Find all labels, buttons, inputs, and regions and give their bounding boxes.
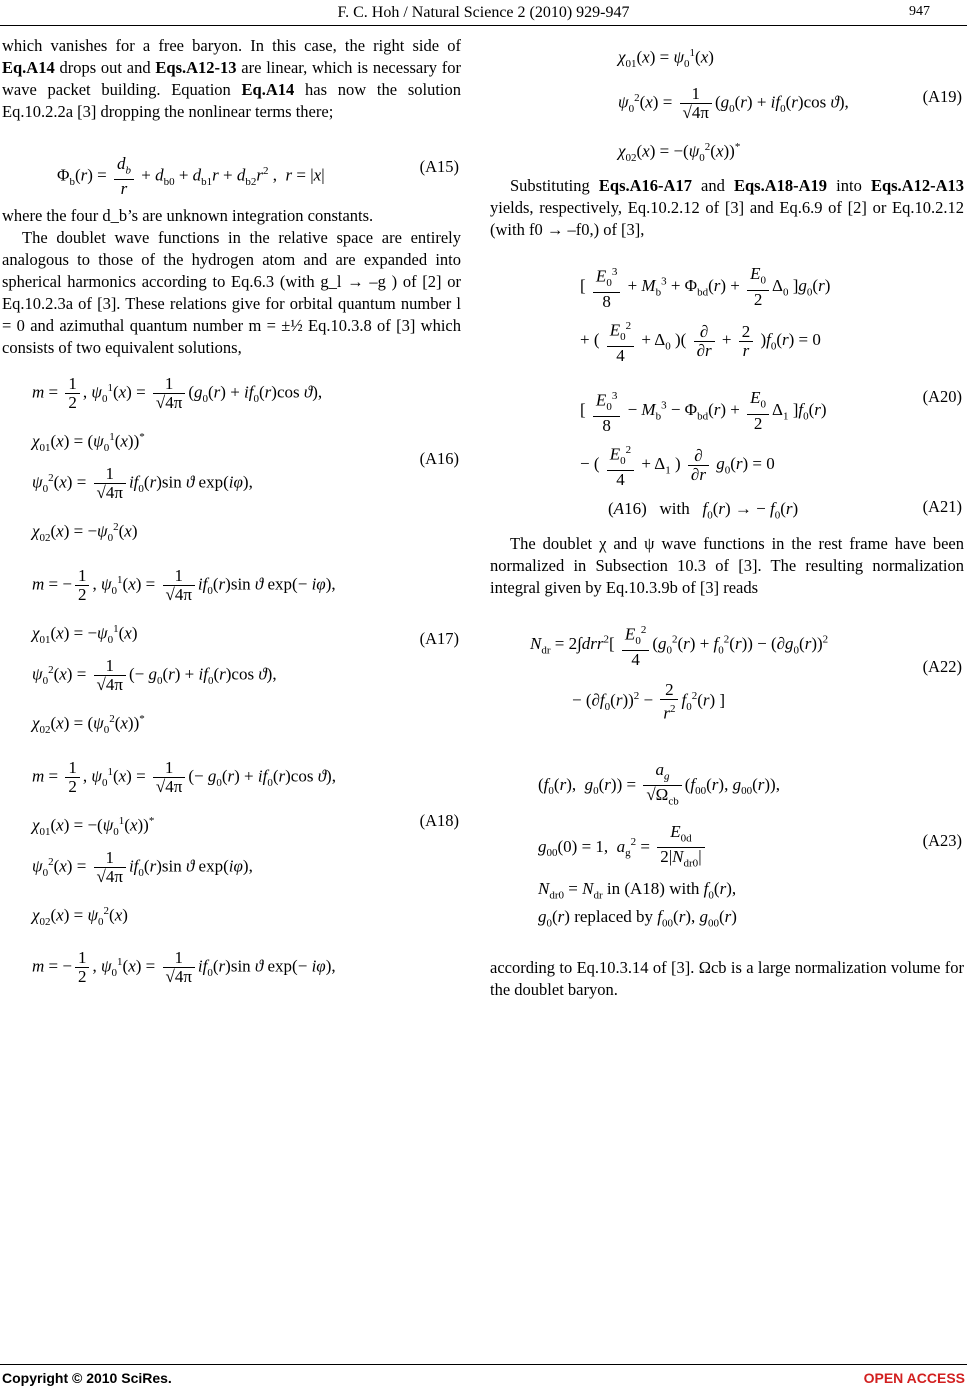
equation-a16: m = $\frac{1}{2}$ , $\psi_0^1(x)$ = $\frac{1}{√4\pi}$ ($g_0(r) + if_0(r)\cos$ ϑ), $\chi_{01}(x) = (\psi_0^1(x))^*$ $\psi_0^2(x)$ = $\frac{1}{√4\pi}$ $if_0(r)\sin$ ϑ exp(iφ), $\chi_{02}(x) = -\psi_0^2(x)$ (A16) <box>32 374 459 545</box>
equation-a20: [ $\frac{E_0^3}{8}$ + $M_b^3 + \Phi_{bd}(r)$ + $\frac{E_0}{2}$ $\Delta_0$ ]$g_0(r)$ + ( $\frac{E_0^2}{4}$ + $\Delta_0$ )( $\frac{\partial}{\partial r}$ + $\frac{2}{r}$ )$f_0(r) = 0$ [ $\frac{E_0^3}{8}$ − $M_b^3 - \Phi_{bd}(r)$ + $\frac{E_0}{2}$ $\Delta_1$ ]$f_0(r)$ − ( $\frac{E_0^2}{4}$ + $\Delta_1$ ) $\frac{\partial}{\partial r}$ $g_0(r) = 0$ (A20) <box>580 264 962 490</box>
copyright-text: Copyright © 2010 SciRes. <box>2 1370 172 1386</box>
paragraph-5: The doublet χ and ψ wave functions in the rest frame have been normalized in Subsection 10.3 of [3]. The resulting normalization integral given by Eq.10.3.9b of [3] reads <box>490 534 964 597</box>
paragraph-6: according to Eq.10.3.14 of [3]. Ωcb is a large normalization volume for the doublet baryon. <box>490 958 964 999</box>
running-header: F. C. Hoh / Natural Science 2 (2010) 929-947 <box>337 4 630 21</box>
paragraph-4: Substituting Eqs.A16-A17 and Eqs.A18-A19 into Eqs.A12-A13 yields, respectively, Eq.10.2.12 of [3] and Eq.6.9 of [2] or Eq.10.2.12 (with f0 → –f0,) of [3], <box>490 176 965 239</box>
paragraph-3: The doublet wave functions in the relative space are entirely analogous to those of the hydrogen atom and are expanded into spherical harmonics according to Eq.6.3 (with g_l → –g ) of [2] or Eq.10.2.3a of [3]. These relations give for orbital quantum number l = 0 and azimuthal quantum number m = ±½ Eq.10.3.8 of [3] which consists of two equivalent solutions, <box>2 228 461 357</box>
paragraph-2: where the four d_b’s are unknown integration constants. <box>2 206 374 225</box>
equation-a19-part1: m = − $\frac{1}{2}$ , $\psi_0^1(x)$ = $\frac{1}{√4\pi}$ $if_0(r)\sin$ ϑ exp(− iφ), <box>32 948 336 986</box>
right-column <box>490 35 964 1001</box>
paragraph-1: which vanishes for a free baryon. In this case, the right side of Eq.A14 drops out and Eqs.A12-13 are linear, which is necessary for wave packet building. Equation Eq.A14 has now the solution Eq.10.2.2a [3] dropping the nonlinear terms there; <box>2 36 461 121</box>
equation-a19: $\chi_{01}(x) = \psi_0^1(x)$ $\psi_0^2(x)$ = $\frac{1}{√4\pi}$ ($g_0(r) + if_0(r)\cos$ ϑ), $\chi_{02}(x) = -(\psi_0^2(x))^*$ (A19) <box>618 47 962 165</box>
page-number: 947 <box>909 4 930 19</box>
equation-a15: $\Phi_b(r)$ = $\frac{d_b}{r}$ + $d_{b0} + d_{b1}r + d_{b2}r^2$ , r = |x| (A15) <box>57 154 459 199</box>
equation-a18: m = $\frac{1}{2}$ , $\psi_0^1(x)$ = $\frac{1}{√4\pi}$ (− $g_0(r) + if_0(r)\cos$ ϑ), $\chi_{01}(x) = -(\psi_0^1(x))^*$ $\psi_0^2(x)$ = $\frac{1}{√4\pi}$ $if_0(r)\sin$ ϑ exp(iφ), $\chi_{02}(x) = \psi_0^2(x)$ (A18) <box>32 758 459 929</box>
open-access-label: OPEN ACCESS <box>863 1370 965 1386</box>
equation-a21: (A16) with $f_0(r)$ → − $f_0(r)$ (A21) <box>608 497 962 522</box>
left-column <box>2 35 461 1001</box>
equation-a23: ($f_0(r)$, $g_0(r)$) = $\frac{a_g}{√\Omega_{cb}}$ ($f_{00}(r)$, $g_{00}(r)$), $g_{00}(0) = 1$, $a_g^2$ = $\frac{E_{0d}}{2|N_{dr0}|}$ $N_{dr0} = N_{dr}$ in (A18) with $f_0(r)$, $g_0(r)$ replaced by $f_{00}(r)$, $g_{00}(r)$ (A23) <box>538 760 962 930</box>
header-rule <box>0 25 967 26</box>
footer-rule <box>0 1364 967 1365</box>
equation-a22: $N_{dr} = 2\int drr^2$[ $\frac{E_0^2}{4}$ $(g_0^2(r) + f_0^2(r)) - (\partial g_0(r))^2$ − $(\partial f_0(r))^2$ − $\frac{2}{r^2}$ $f_0^2(r)$ ] (A22) <box>490 605 964 735</box>
equation-a17: m = − $\frac{1}{2}$ , $\psi_0^1(x)$ = $\frac{1}{√4\pi}$ $if_0(r)\sin$ ϑ exp(− iφ), $\chi_{01}(x) = -\psi_0^1(x)$ $\psi_0^2(x)$ = $\frac{1}{√4\pi}$ (− $g_0(r) + if_0(r)\cos$ ϑ), $\chi_{02}(x) = (\psi_0^2(x))^*$ (A17) <box>32 566 459 737</box>
